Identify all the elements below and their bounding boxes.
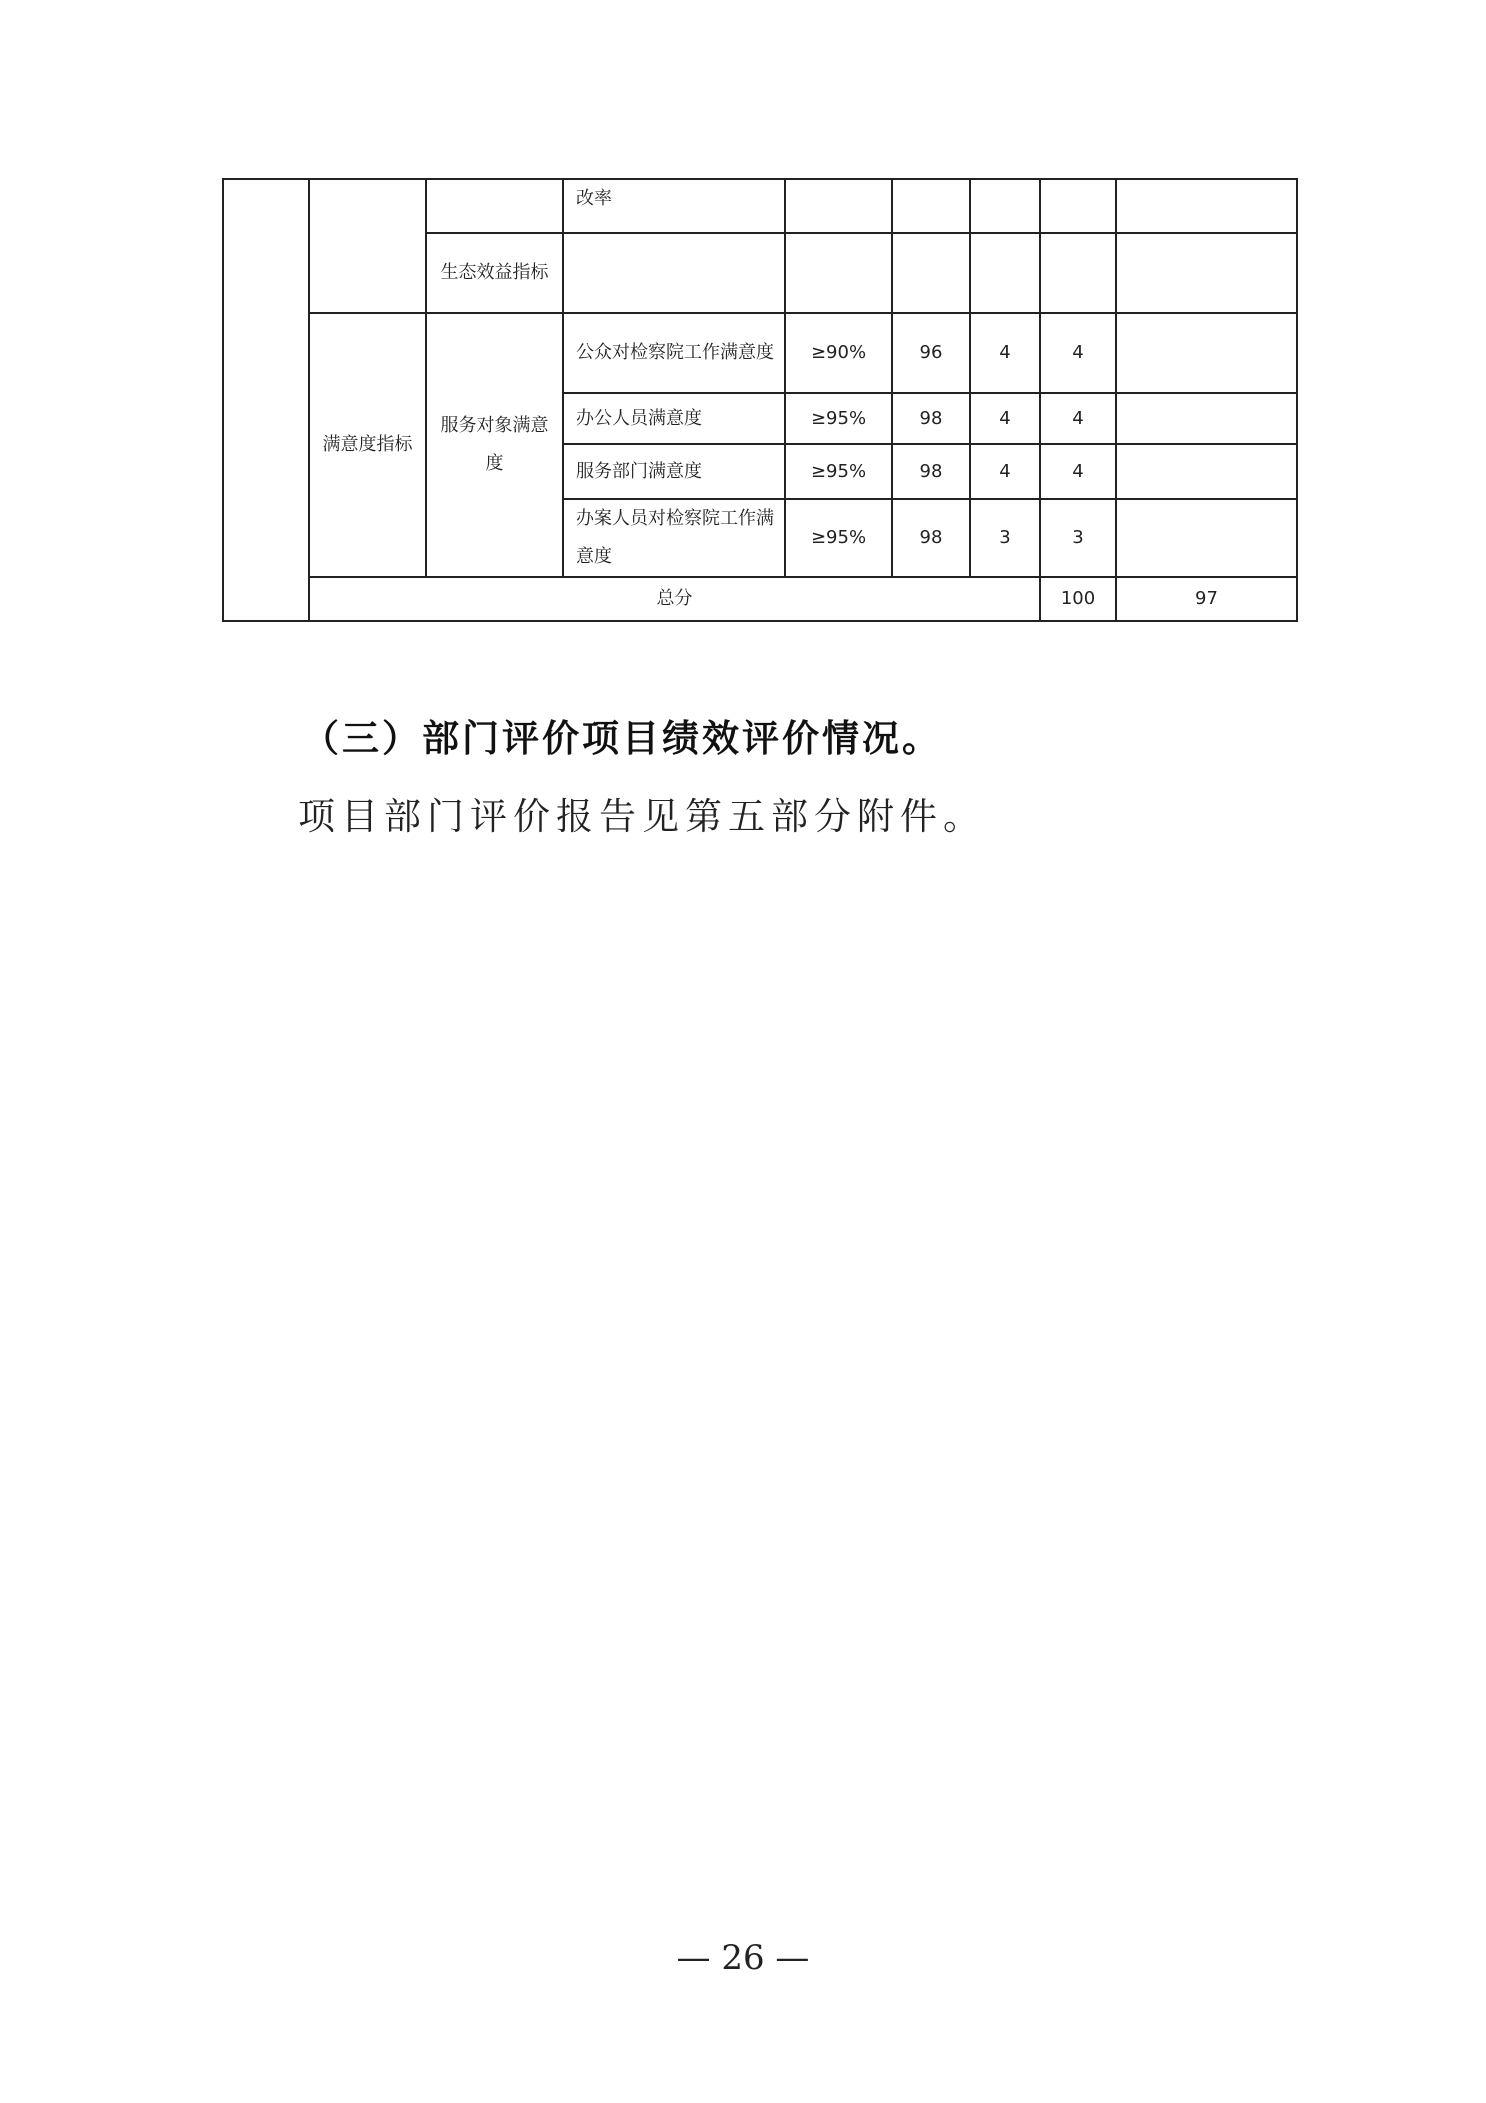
target-cell: ≥90%: [785, 313, 892, 393]
target-cell: ≥95%: [785, 499, 892, 577]
actual-cell: 96: [892, 313, 970, 393]
sub-category-cell: 服务对象满意度: [426, 313, 563, 577]
blank-category-cell: [309, 179, 426, 313]
indicator-cell: 服务部门满意度: [563, 444, 785, 499]
blank-first-level-cell: [223, 179, 309, 621]
score-cell: [1040, 179, 1116, 233]
target-cell: [785, 179, 892, 233]
weight-cell: 4: [970, 444, 1040, 499]
indicator-cell: 办公人员满意度: [563, 393, 785, 444]
weight-cell: [970, 179, 1040, 233]
note-cell: [1116, 499, 1297, 577]
indicator-cell: [563, 233, 785, 313]
target-cell: ≥95%: [785, 444, 892, 499]
blank-sub-category-cell: [426, 179, 563, 233]
score-cell: 4: [1040, 444, 1116, 499]
note-cell: [1116, 233, 1297, 313]
actual-cell: [892, 179, 970, 233]
score-cell: 4: [1040, 313, 1116, 393]
indicator-cell: 办案人员对检察院工作满意度: [563, 499, 785, 577]
target-cell: ≥95%: [785, 393, 892, 444]
section-paragraph: 项目部门评价报告见第五部分附件。: [298, 795, 986, 838]
sub-category-cell: 生态效益指标: [426, 233, 563, 313]
section-heading: （三）部门评价项目绩效评价情况。: [302, 717, 942, 760]
page-number: — 26 —: [676, 1938, 810, 1978]
actual-cell: [892, 233, 970, 313]
actual-cell: 98: [892, 444, 970, 499]
performance-table: [222, 178, 1298, 622]
weight-cell: 4: [970, 393, 1040, 444]
indicator-cell: 改率: [563, 179, 785, 233]
total-label: 总分: [309, 577, 1040, 621]
note-cell: [1116, 313, 1297, 393]
weight-cell: 4: [970, 313, 1040, 393]
score-cell: [1040, 233, 1116, 313]
note-cell: [1116, 179, 1297, 233]
score-cell: 3: [1040, 499, 1116, 577]
target-cell: [785, 233, 892, 313]
score-cell: 4: [1040, 393, 1116, 444]
category-cell: 满意度指标: [309, 313, 426, 577]
total-row: [223, 577, 1297, 621]
actual-cell: 98: [892, 393, 970, 444]
total-score: 97: [1116, 577, 1297, 621]
table-row: [223, 179, 1297, 233]
table-row: [223, 313, 1297, 393]
note-cell: [1116, 393, 1297, 444]
total-weight: 100: [1040, 577, 1116, 621]
note-cell: [1116, 444, 1297, 499]
weight-cell: [970, 233, 1040, 313]
indicator-cell: 公众对检察院工作满意度: [563, 313, 785, 393]
actual-cell: 98: [892, 499, 970, 577]
weight-cell: 3: [970, 499, 1040, 577]
